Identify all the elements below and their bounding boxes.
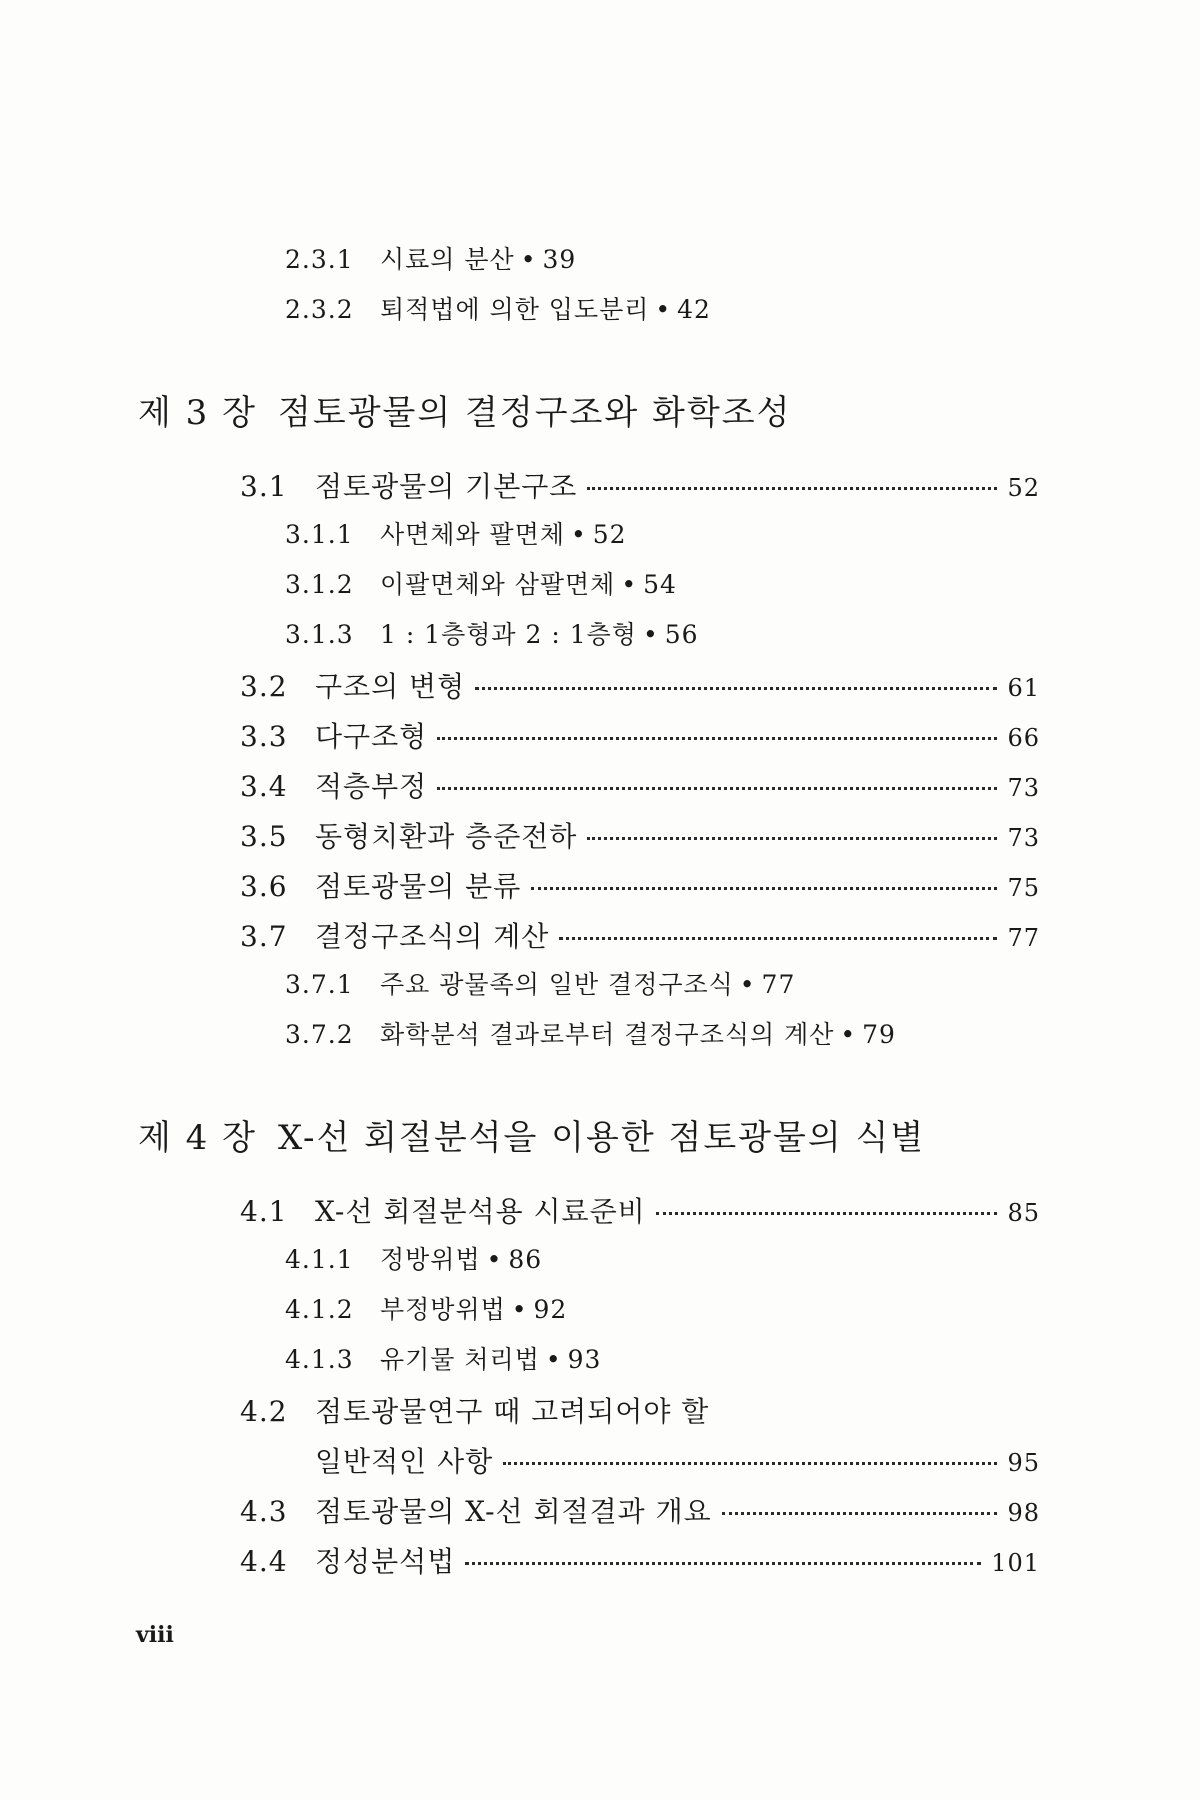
subsection-title: 정방위법 xyxy=(380,1245,481,1274)
page-number: 66 xyxy=(1007,724,1040,752)
toc-subsection-4-1-3 xyxy=(285,1340,601,1376)
section-title: X-선 회절분석용 시료준비 xyxy=(315,1195,646,1228)
subsection-title: 퇴적법에 의한 입도분리 xyxy=(380,295,650,324)
subsection-title: 사면체와 팔면체 xyxy=(380,520,565,549)
dot-leader xyxy=(656,1212,998,1215)
toc-subsection-3-1-2 xyxy=(285,565,677,601)
section-number: 3.3 xyxy=(240,720,288,753)
subsection-number: 4.1.2 xyxy=(285,1295,354,1324)
page-number: 95 xyxy=(1007,1449,1040,1477)
toc-section-3-4 xyxy=(240,765,1040,805)
section-title: 정성분석법 xyxy=(315,1545,456,1578)
toc-section-4-4 xyxy=(240,1540,1040,1580)
subsection-title: 화학분석 결과로부터 결정구조식의 계산 xyxy=(380,1020,835,1049)
bullet-separator: • xyxy=(520,245,537,274)
subsection-title: 유기물 처리법 xyxy=(380,1345,540,1374)
toc-subsection-3-1-3 xyxy=(285,615,699,651)
toc-subsection-2-3-1 xyxy=(285,240,576,276)
section-number: 3.7 xyxy=(240,920,288,953)
section-number: 4.1 xyxy=(240,1195,288,1228)
page-number: 75 xyxy=(1007,874,1040,902)
toc-section-3-5 xyxy=(240,815,1040,855)
section-number: 3.1 xyxy=(240,470,288,503)
subsection-title: 주요 광물족의 일반 결정구조식 xyxy=(380,970,734,999)
toc-subsection-4-1-1 xyxy=(285,1240,542,1276)
page-number: 101 xyxy=(991,1549,1040,1577)
toc-section-3-3 xyxy=(240,715,1040,755)
section-number: 3.5 xyxy=(240,820,288,853)
toc-subsection-3-7-1 xyxy=(285,965,795,1001)
subsection-title: 부정방위법 xyxy=(380,1295,506,1324)
chapter-4-heading xyxy=(138,1110,925,1159)
page-folio: viii xyxy=(136,1622,174,1648)
section-title: 점토광물의 분류 xyxy=(315,870,522,903)
dot-leader xyxy=(587,837,997,840)
toc-subsection-3-1-1 xyxy=(285,515,627,551)
section-title-continued: 일반적인 사항 xyxy=(315,1445,494,1478)
chapter-label: 제 3 장 xyxy=(138,393,257,433)
dot-leader xyxy=(465,1562,981,1565)
page-number: 73 xyxy=(1007,774,1040,802)
chapter-title: 점토광물의 결정구조와 화학조성 xyxy=(278,393,792,433)
page-number: 61 xyxy=(1007,674,1040,702)
subsection-title: 1 : 1층형과 2 : 1층형 xyxy=(380,620,637,649)
dot-leader xyxy=(559,937,997,940)
bullet-separator: • xyxy=(655,295,672,324)
toc-subsection-2-3-2 xyxy=(285,290,711,326)
bullet-separator: • xyxy=(486,1245,503,1274)
bullet-separator: • xyxy=(571,520,587,549)
subsection-number: 3.7.2 xyxy=(285,1020,354,1049)
subsection-number: 3.1.3 xyxy=(285,620,354,649)
page-number: 54 xyxy=(643,570,677,599)
toc-section-3-6 xyxy=(240,865,1040,905)
section-number: 3.4 xyxy=(240,770,288,803)
bullet-separator: • xyxy=(739,970,756,999)
section-number: 4.2 xyxy=(240,1395,288,1428)
dot-leader xyxy=(437,787,997,790)
page-number: 39 xyxy=(542,245,577,274)
section-number: 4.3 xyxy=(240,1495,288,1528)
page-number: 52 xyxy=(1007,474,1040,502)
bullet-separator: • xyxy=(545,1345,562,1374)
subsection-title: 이팔면체와 삼팔면체 xyxy=(380,570,616,599)
page-number: 73 xyxy=(1007,824,1040,852)
subsection-number: 4.1.3 xyxy=(285,1345,354,1374)
bullet-separator: • xyxy=(621,570,638,599)
toc-subsection-3-7-2 xyxy=(285,1015,896,1051)
section-title: 다구조형 xyxy=(315,720,428,753)
toc-section-4-1 xyxy=(240,1190,1040,1230)
bullet-separator: • xyxy=(840,1020,857,1049)
dot-leader xyxy=(587,487,997,490)
toc-section-3-1 xyxy=(240,465,1040,505)
page-number: 77 xyxy=(761,970,796,999)
subsection-number: 3.7.1 xyxy=(285,970,354,999)
page-number: 52 xyxy=(592,520,627,549)
dot-leader xyxy=(437,737,997,740)
toc-section-3-7 xyxy=(240,915,1040,955)
page-number: 98 xyxy=(1007,1499,1040,1527)
section-title: 적층부정 xyxy=(315,770,428,803)
dot-leader xyxy=(475,687,997,690)
chapter-label: 제 4 장 xyxy=(138,1118,257,1158)
subsection-number: 3.1.2 xyxy=(285,570,354,599)
section-number: 4.4 xyxy=(240,1545,288,1578)
chapter-3-heading xyxy=(138,385,791,434)
subsection-number: 2.3.2 xyxy=(285,295,354,324)
page-number: 77 xyxy=(1007,924,1040,952)
toc-section-4-3 xyxy=(240,1490,1040,1530)
page-number: 92 xyxy=(533,1295,568,1324)
dot-leader xyxy=(722,1512,998,1515)
subsection-number: 3.1.1 xyxy=(285,520,354,549)
subsection-number: 4.1.1 xyxy=(285,1245,354,1274)
page-number: 86 xyxy=(508,1245,543,1274)
page-number: 42 xyxy=(677,295,711,324)
subsection-title: 시료의 분산 xyxy=(380,245,515,274)
toc-section-4-2-line2 xyxy=(315,1440,1040,1480)
section-title: 점토광물의 X-선 회절결과 개요 xyxy=(315,1495,712,1528)
toc-section-4-2-line1 xyxy=(240,1390,1040,1430)
chapter-title: X-선 회절분석을 이용한 점토광물의 식별 xyxy=(278,1118,926,1158)
page-number: 93 xyxy=(567,1345,602,1374)
section-number: 3.6 xyxy=(240,870,288,903)
subsection-number: 2.3.1 xyxy=(285,245,354,274)
dot-leader xyxy=(531,887,997,890)
section-title: 동형치환과 층준전하 xyxy=(315,820,578,853)
page-number: 56 xyxy=(664,620,699,649)
section-title: 점토광물의 기본구조 xyxy=(315,470,578,503)
toc-section-3-2 xyxy=(240,665,1040,705)
section-title: 점토광물연구 때 고려되어야 할 xyxy=(315,1395,710,1428)
section-title: 결정구조식의 계산 xyxy=(315,920,550,953)
toc-subsection-4-1-2 xyxy=(285,1290,567,1326)
bullet-separator: • xyxy=(642,620,659,649)
section-title: 구조의 변형 xyxy=(315,670,466,703)
bullet-separator: • xyxy=(511,1295,528,1324)
section-number: 3.2 xyxy=(240,670,288,703)
dot-leader xyxy=(503,1462,997,1465)
page-number: 79 xyxy=(862,1020,896,1049)
page-number: 85 xyxy=(1007,1199,1040,1227)
